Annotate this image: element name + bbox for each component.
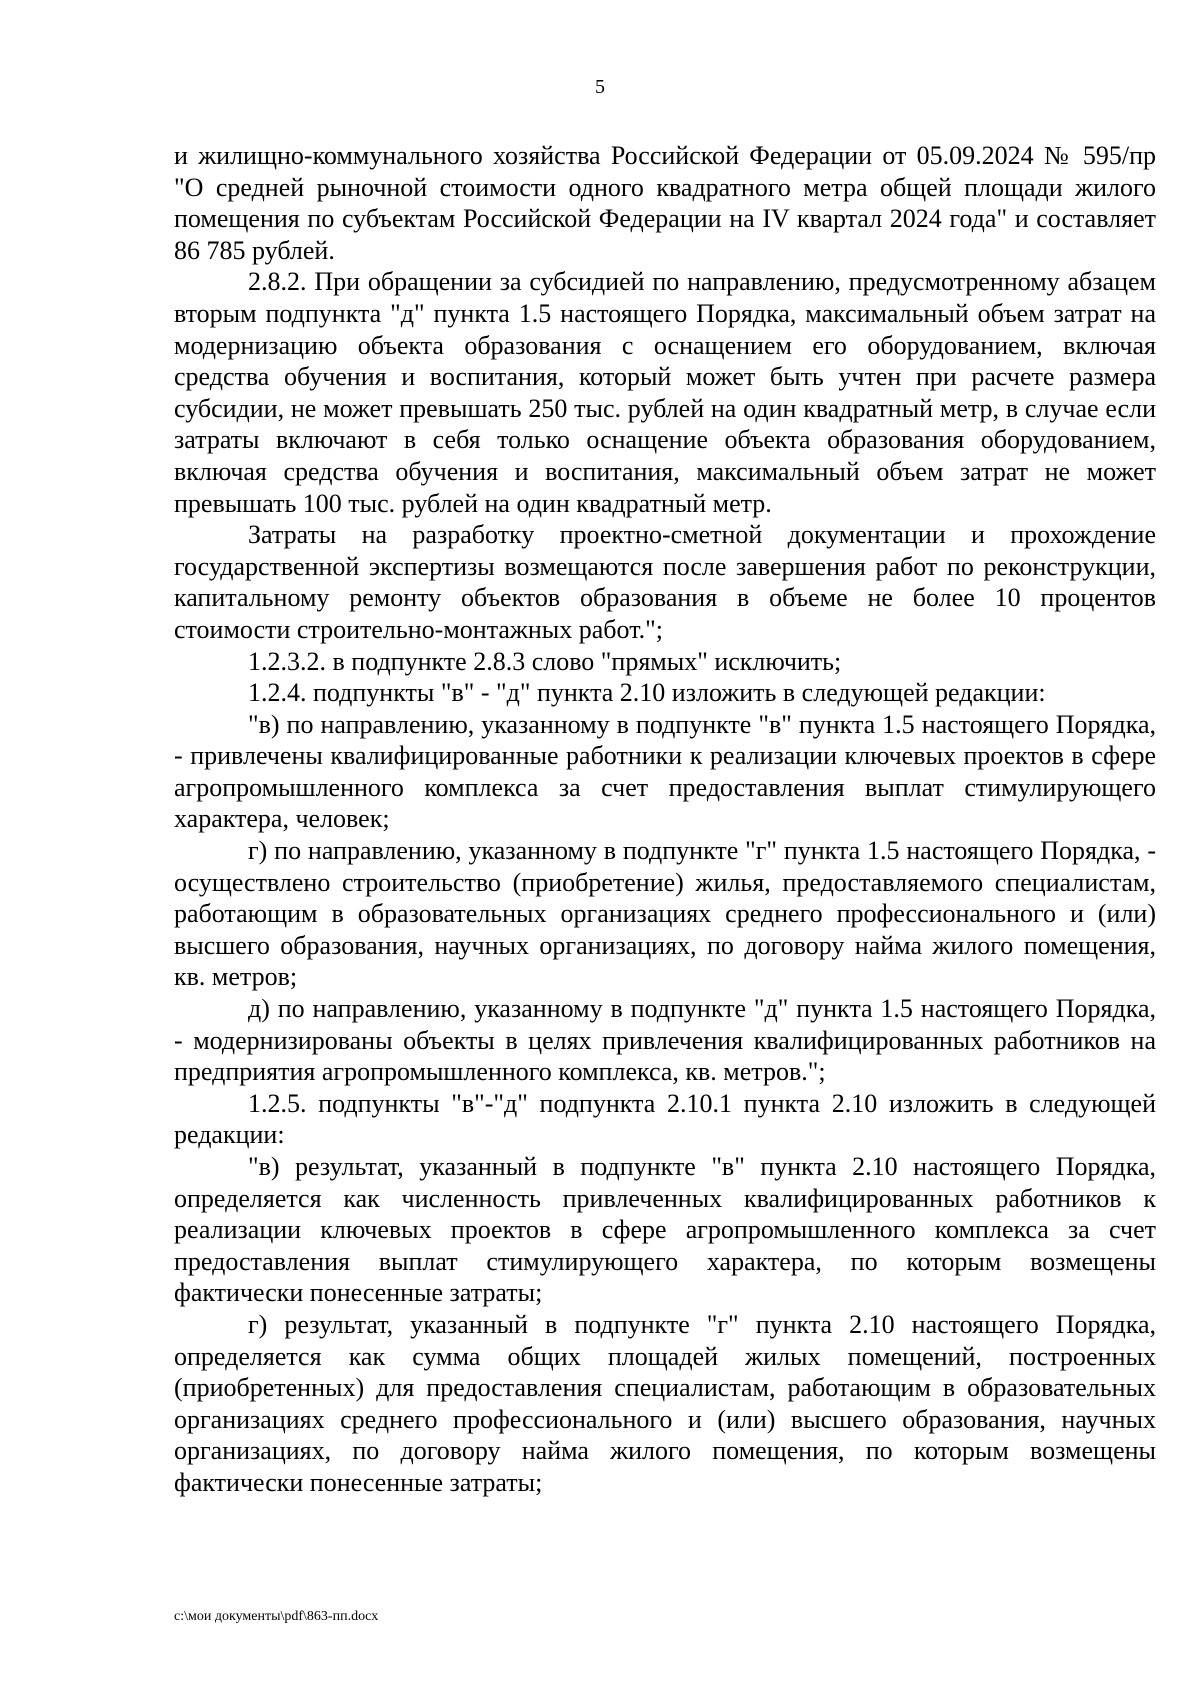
paragraph-item-d: д) по направлению, указанному в подпункте "д" пункта 1.5 настоящего Порядка, - модернизированы объекты в целях привлечения квалифицированных работников на предприятия агропромышленного комплекса, кв. метров.";	[174, 994, 1156, 1087]
paragraph-item-v: "в) по направлению, указанному в подпункте "в" пункта 1.5 настоящего Порядка, - привлечены квалифицированные работники к реализации ключевых проектов в сфере агропромышленного комплекса за счет предоставления выплат стимулирующего характера, человек;	[174, 709, 1156, 834]
paragraph-costs: Затраты на разработку проектно-сметной документации и прохождение государственной экспертизы возмещаются после завершения работ по реконструкции, капитальному ремонту объектов образования в объеме не более 10 процентов стоимости строительно-монтажных работ.";	[174, 520, 1156, 644]
page-number: 5	[595, 76, 605, 98]
document-body	[174, 140, 1156, 1499]
paragraph-2-8-2: 2.8.2. При обращении за субсидией по направлению, предусмотренному абзацем вторым подпункта "д" пункта 1.5 настоящего Порядка, максимальный объем затрат на модернизацию объекта образования с оснащением его оборудованием, включая средства обучения и воспитания, который может быть учтен при расчете размера субсидии, не может превышать 250 тыс. рублей на один квадратный метр, в случае если затраты включают в себя только оснащение объекта образования оборудованием, включая средства обучения и воспитания, максимальный объем затрат не может превышать 100 тыс. рублей на один квадратный метр.	[174, 267, 1156, 518]
paragraph-item-g: г) по направлению, указанному в подпункте "г" пункта 1.5 настоящего Порядка, - осуществлено строительство (приобретение) жилья, предоставляемого специалистам, работающим в образовательных организациях среднего профессионального и (или) высшего образования, научных организациях, по договору найма жилого помещения, кв. метров;	[174, 836, 1156, 992]
paragraph-1-2-3-2: 1.2.3.2. в подпункте 2.8.3 слово "прямых" исключить;	[248, 646, 842, 676]
paragraph-result-g: г) результат, указанный в подпункте "г" пункта 2.10 настоящего Порядка, определяется как сумма общих площадей жилых помещений, построенных (приобретенных) для предоставления специалистам, работающим в образовательных организациях среднего профессионального и (или) высшего образования, научных организациях, по договору найма жилого помещения, по которым возмещены фактически понесенные затраты;	[174, 1309, 1156, 1497]
paragraph-result-v: "в) результат, указанный в подпункте "в" пункта 2.10 настоящего Порядка, определяется как численность привлеченных квалифицированных работников к реализации ключевых проектов в сфере агропромышленного комплекса за счет предоставления выплат стимулирующего характера, по которым возмещены фактически понесенные затраты;	[174, 1152, 1156, 1308]
footer-file-path: c:\мои документы\pdf\863-пп.docx	[174, 1609, 379, 1624]
paragraph-1-2-4: 1.2.4. подпункты "в" - "д" пункта 2.10 изложить в следующей редакции:	[248, 678, 1046, 708]
paragraph-continuation: и жилищно-коммунального хозяйства Российской Федерации от 05.09.2024 № 595/пр "О средней рыночной стоимости одного квадратного метра общей площади жилого помещения по субъектам Российской Федерации на IV квартал 2024 года" и составляет 86 785 рублей.	[174, 141, 1156, 265]
paragraph-1-2-5: 1.2.5. подпункты "в"-"д" подпункта 2.10.1 пункта 2.10 изложить в следующей редакции:	[174, 1088, 1156, 1150]
